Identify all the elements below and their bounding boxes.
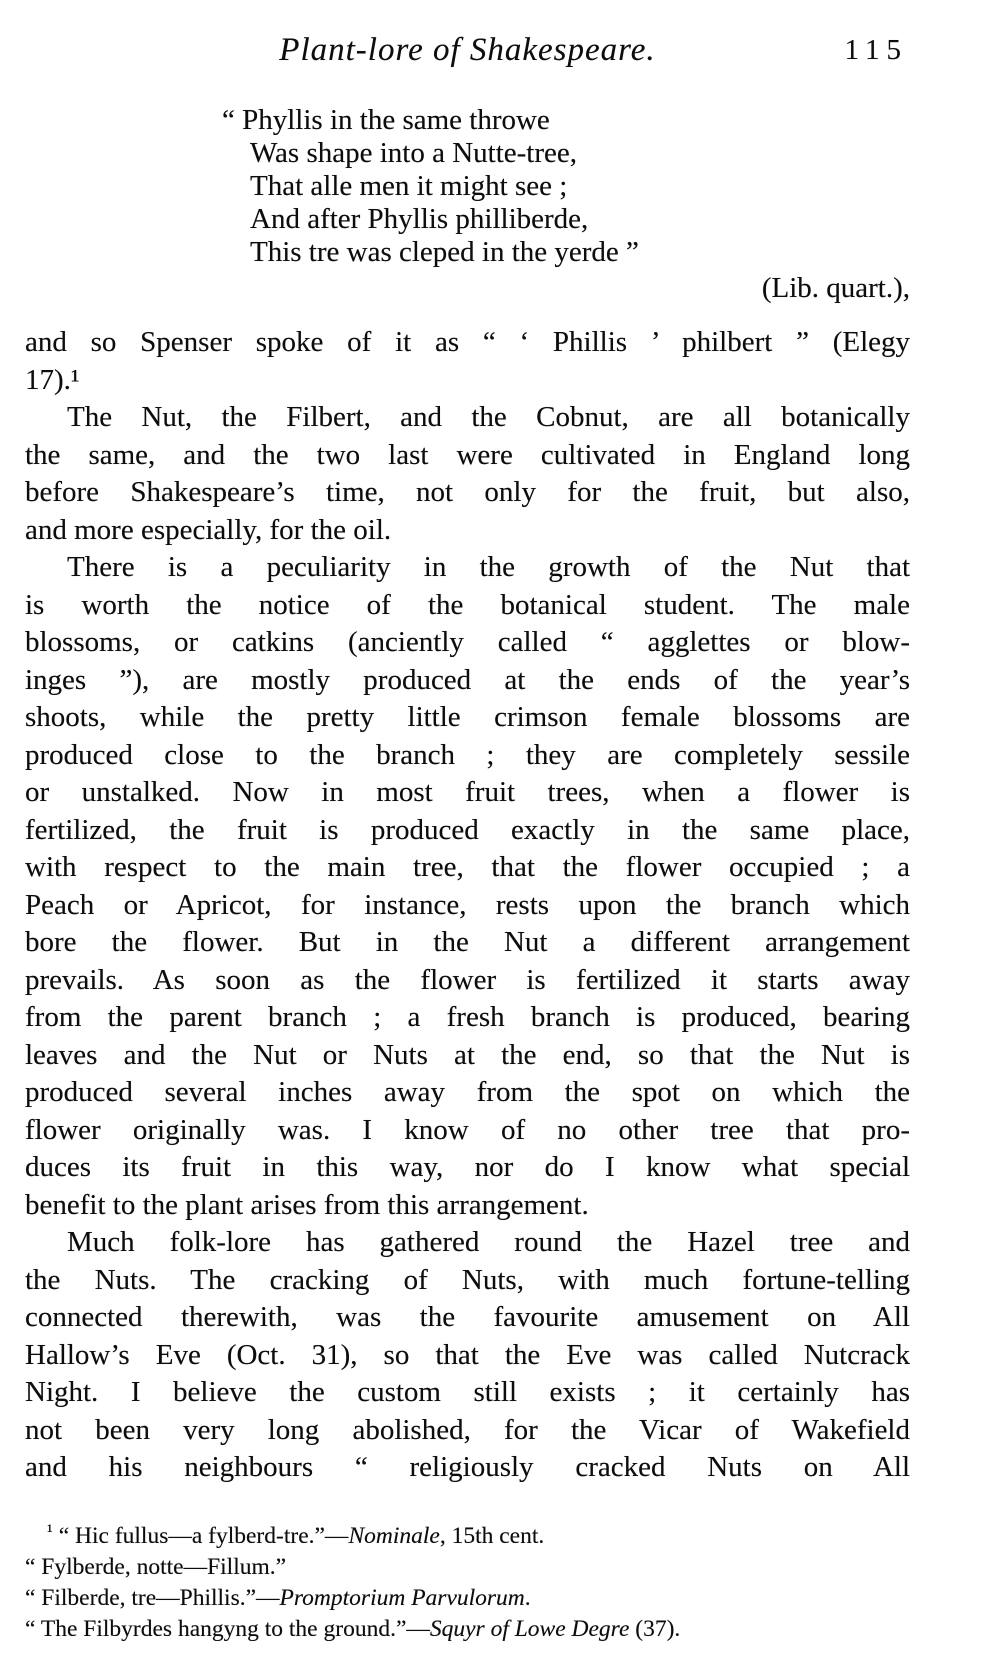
text-line: before Shakespeare’s time, not only for the fruit, but also,	[25, 476, 910, 508]
footnotes-section	[25, 1516, 910, 1645]
text-line: from the parent branch ; a fresh branch is produced, bearing	[25, 1001, 910, 1033]
text-line: and his neighbours “ religiously cracked Nuts on All	[25, 1451, 910, 1483]
footnote-text: “ The Filbyrdes hangyng to the ground.”—	[25, 1615, 430, 1642]
verse-line: Was shape into a Nutte-tree,	[250, 137, 578, 169]
text-line: blossoms, or catkins (anciently called “ agglettes or blow-	[25, 626, 910, 658]
footnote	[25, 1516, 910, 1552]
footnote-marker: ¹	[47, 1520, 53, 1542]
text-line: not been very long abolished, for the Vicar of Wakefield	[25, 1413, 910, 1446]
text-line: produced close to the branch ; they are completely sessile	[25, 738, 910, 771]
text-line: Night. I believe the custom still exists ; it certainly has	[25, 1376, 910, 1408]
footnote-source-title: Promptorium Parvulorum	[279, 1584, 525, 1611]
paragraph	[25, 549, 910, 1224]
text-line: Hallow’s Eve (Oct. 31), so that the Eve was called Nutcrack	[25, 1338, 910, 1371]
text-line: or unstalked. Now in most fruit trees, when a flower is	[25, 776, 910, 808]
text-line: shoots, while the pretty little crimson female blossoms are	[25, 701, 910, 733]
footnote	[25, 1583, 910, 1614]
footnote-text: “ Fylberde, notte—Fillum.”	[25, 1553, 287, 1580]
text-line: is worth the notice of the botanical student. The male	[25, 588, 910, 621]
footnote-text: “ Hic fullus—a fylberd-tre.”—	[58, 1522, 349, 1549]
text-line: Much folk-lore has gathered round the Hazel tree and	[67, 1226, 910, 1258]
footnote-source-title: Squyr of Lowe Degre	[429, 1615, 630, 1642]
paragraph	[25, 399, 910, 549]
text-line: flower originally was. I know of no other tree that pro-	[25, 1113, 910, 1146]
text-line: duces its fruit in this way, nor do I know what special	[25, 1151, 910, 1183]
verse-line: And after Phyllis philliberde,	[250, 203, 589, 235]
text-line: There is a peculiarity in the growth of the Nut that	[67, 551, 910, 583]
footnote-text: “ Filberde, tre—Phillis.”—	[25, 1584, 280, 1611]
verse-line: This tre was cleped in the yerde ”	[250, 236, 639, 268]
text-line: produced several inches away from the spot on which the	[25, 1076, 910, 1108]
page-header	[25, 28, 910, 72]
verse-attribution: (Lib. quart.),	[761, 272, 910, 304]
page-number: 115	[844, 34, 908, 66]
paragraph	[25, 324, 910, 399]
verse-line: That alle men it might see ;	[250, 170, 568, 202]
text-line: leaves and the Nut or Nuts at the end, so that the Nut is	[25, 1038, 910, 1071]
text-line: benefit to the plant arises from this arrangement.	[25, 1188, 589, 1221]
text-line: The Nut, the Filbert, and the Cobnut, are all botanically	[67, 401, 910, 433]
footnote-text: , 15th cent.	[439, 1522, 545, 1549]
text-line: inges ”), are mostly produced at the ends of the year’s	[25, 663, 910, 696]
footnote-text: .	[524, 1584, 531, 1611]
footnote-text: (37).	[629, 1615, 681, 1642]
text-line: and so Spenser spoke of it as “ ‘ Phillis ’ philbert ” (Elegy	[25, 326, 910, 358]
text-line: connected therewith, was the favourite amusement on All	[25, 1301, 910, 1333]
verse-line: “ Phyllis in the same throwe	[222, 104, 550, 136]
verse-quote	[222, 104, 910, 269]
text-line: with respect to the main tree, that the flower occupied ; a	[25, 851, 910, 883]
text-line: prevails. As soon as the flower is fertilized it starts away	[25, 963, 910, 996]
page-title: Plant-lore of Shakespeare.	[279, 32, 656, 68]
text-line: the Nuts. The cracking of Nuts, with much fortune-telling	[25, 1263, 910, 1296]
footnote-source-title: Nominale	[348, 1522, 440, 1549]
body-text	[25, 324, 910, 1487]
text-line: bore the flower. But in the Nut a different arrangement	[25, 926, 910, 958]
text-line: the same, and the two last were cultivated in England long	[25, 438, 910, 471]
footnote	[25, 1552, 910, 1583]
text-line: 17).¹	[25, 363, 80, 396]
text-line: Peach or Apricot, for instance, rests upon the branch which	[25, 888, 910, 921]
footnote	[25, 1614, 910, 1645]
text-line: fertilized, the fruit is produced exactly in the same place,	[25, 813, 910, 846]
paragraph	[25, 1224, 910, 1487]
text-line: and more especially, for the oil.	[25, 513, 392, 546]
